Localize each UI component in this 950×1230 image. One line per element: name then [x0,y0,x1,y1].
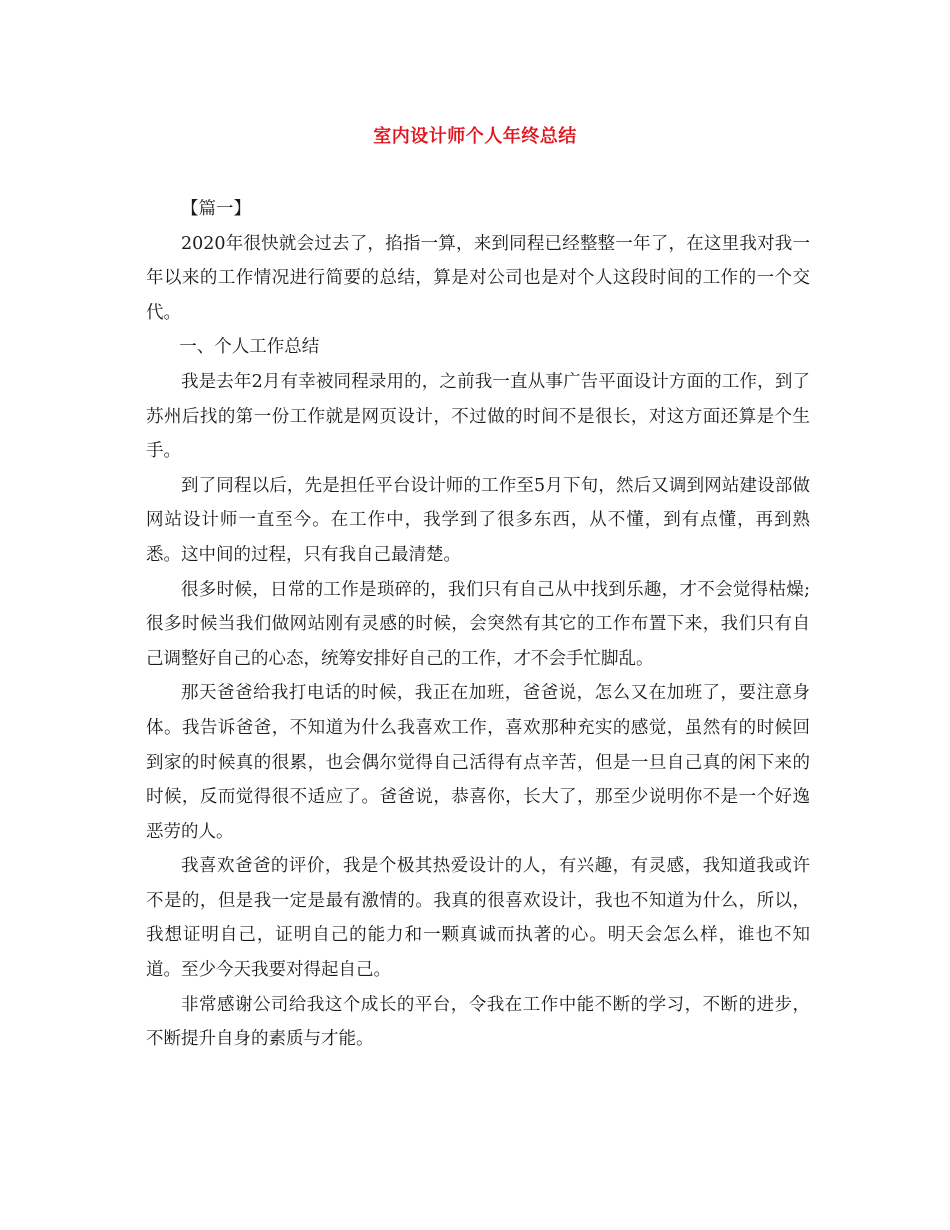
document-title: 室内设计师个人年终总结 [373,126,577,147]
paragraph: 我是去年2月有幸被同程录用的，之前我一直从事广告平面设计方面的工作，到了苏州后找的第一份工作就是网页设计，不过做的时间不是很长，对这方面还算是个生手。 [146,371,810,462]
paragraph: 非常感谢公司给我这个成长的平台，令我在工作中能不断的学习，不断的进步，不断提升自身的素质与才能。 [146,994,810,1050]
paragraph: 我喜欢爸爸的评价，我是个极其热爱设计的人，有兴趣，有灵感，我知道我或许不是的，但是我一定是最有激情的。我真的很喜欢设计，我也不知道为什么，所以，我想证明自己，证明自己的能力和一颗真诚而执著的心。明天会怎么样，谁也不知道。至少今天我要对得起自己。 [146,856,810,981]
paragraph: 2020年很快就会过去了，掐指一算，来到同程已经整整一年了，在这里我对我一年以来的工作情况进行简要的总结，算是对公司也是对个人这段时间的工作的一个交代。 [146,233,810,323]
section-heading: 一、个人工作总结 [179,337,320,358]
paragraph: 那天爸爸给我打电话的时候，我正在加班，爸爸说，怎么又在加班了，要注意身体。我告诉爸爸，不知道为什么我喜欢工作，喜欢那种充实的感觉，虽然有的时候回到家的时候真的很累，也会偶尔觉得自己活得有点辛苦，但是一旦自己真的闲下来的时候，反而觉得很不适应了。爸爸说，恭喜你，长大了，那至少说明你不是一个好逸恶劳的人。 [146,683,810,842]
paragraph: 到了同程以后，先是担任平台设计师的工作至5月下旬，然后又调到网站建设部做网站设计师一直至今。在工作中，我学到了很多东西，从不懂，到有点懂，再到熟悉。这中间的过程，只有我自己最清楚。 [146,475,810,565]
document-body [146,192,810,1057]
paragraph: 很多时候，日常的工作是琐碎的，我们只有自己从中找到乐趣，才不会觉得枯燥;很多时候当我们做网站刚有灵感的时候，会突然有其它的工作布置下来，我们只有自己调整好自己的心态，统筹安排好自己的工作，才不会手忙脚乱。 [146,579,810,669]
section-label: 【篇一】 [181,199,251,219]
